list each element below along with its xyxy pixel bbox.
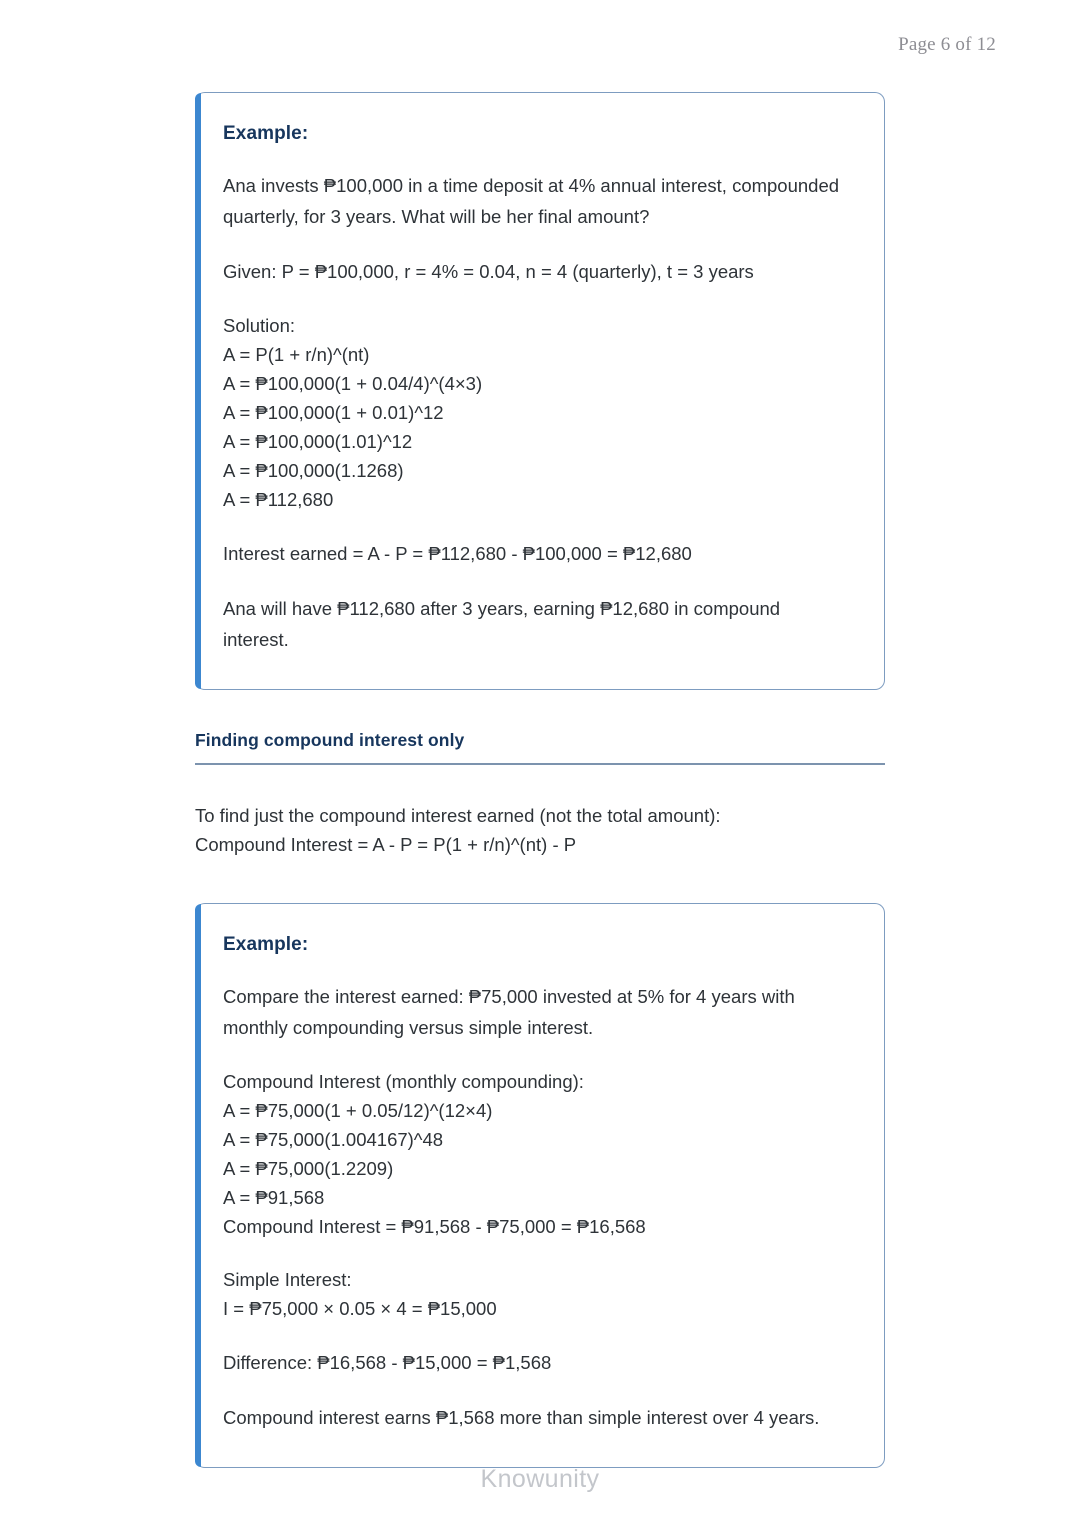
solution-line: Solution: <box>223 315 295 336</box>
example-box-1-given: Given: P = ₱100,000, r = 4% = 0.04, n = 4 (quarterly), t = 3 years <box>223 261 754 282</box>
solution-line: A = P(1 + r/n)^(nt) <box>223 344 370 365</box>
compound-line: A = ₱75,000(1 + 0.05/12)^(12×4) <box>223 1100 493 1121</box>
spacer <box>195 859 885 903</box>
example-box-1-interest-earned: Interest earned = A - P = ₱112,680 - ₱100,000 = ₱12,680 <box>223 543 692 564</box>
compound-line: Compound Interest (monthly compounding): <box>223 1071 584 1092</box>
simple-line: Simple Interest: <box>223 1269 352 1290</box>
example-box-1-title: Example: <box>223 123 309 144</box>
solution-line: A = ₱100,000(1.01)^12 <box>223 431 413 452</box>
example-box-2-compound-interest <box>223 1067 850 1241</box>
example-box-1-inner <box>223 123 850 655</box>
section-heading-finding-compound-interest-only: Finding compound interest only <box>195 730 885 765</box>
example-box-2-conclusion: Compound interest earns ₱1,568 more than simple interest over 4 years. <box>223 1407 820 1428</box>
example-box-1-problem: Ana invests ₱100,000 in a time deposit at 4% annual interest, compounded quarterly, for 3 years. What will be her final amount? <box>223 175 840 227</box>
footer-watermark: Knowunity <box>480 1465 600 1493</box>
example-box-2-inner <box>223 934 850 1433</box>
example-box-1-solution <box>223 311 850 514</box>
solution-line: A = ₱112,680 <box>223 489 334 510</box>
example-box-2-difference: Difference: ₱16,568 - ₱15,000 = ₱1,568 <box>223 1352 552 1373</box>
compound-line: A = ₱75,000(1.2209) <box>223 1158 394 1179</box>
example-box-2-title: Example: <box>223 934 309 955</box>
section-body <box>195 801 885 859</box>
compound-line: A = ₱75,000(1.004167)^48 <box>223 1129 444 1150</box>
section-body-line: To find just the compound interest earned (not the total amount): <box>195 805 721 826</box>
section-body-line: Compound Interest = A - P = P(1 + r/n)^(nt) - P <box>195 834 577 855</box>
example-box-2-simple-interest <box>223 1265 850 1323</box>
solution-line: A = ₱100,000(1 + 0.04/4)^(4×3) <box>223 373 483 394</box>
example-callout-box-1 <box>195 92 885 690</box>
solution-line: A = ₱100,000(1.1268) <box>223 460 404 481</box>
example-box-1-conclusion: Ana will have ₱112,680 after 3 years, earning ₱12,680 in compound interest. <box>223 598 781 650</box>
simple-line: I = ₱75,000 × 0.05 × 4 = ₱15,000 <box>223 1298 497 1319</box>
compound-line: Compound Interest = ₱91,568 - ₱75,000 = ₱16,568 <box>223 1216 646 1237</box>
example-box-2-problem: Compare the interest earned: ₱75,000 invested at 5% for 4 years with monthly compounding versus simple interest. <box>223 986 795 1038</box>
page-content <box>195 92 885 1468</box>
compound-line: A = ₱91,568 <box>223 1187 325 1208</box>
example-callout-box-2 <box>195 903 885 1468</box>
page-indicator: Page 6 of 12 <box>898 34 996 55</box>
solution-line: A = ₱100,000(1 + 0.01)^12 <box>223 402 444 423</box>
